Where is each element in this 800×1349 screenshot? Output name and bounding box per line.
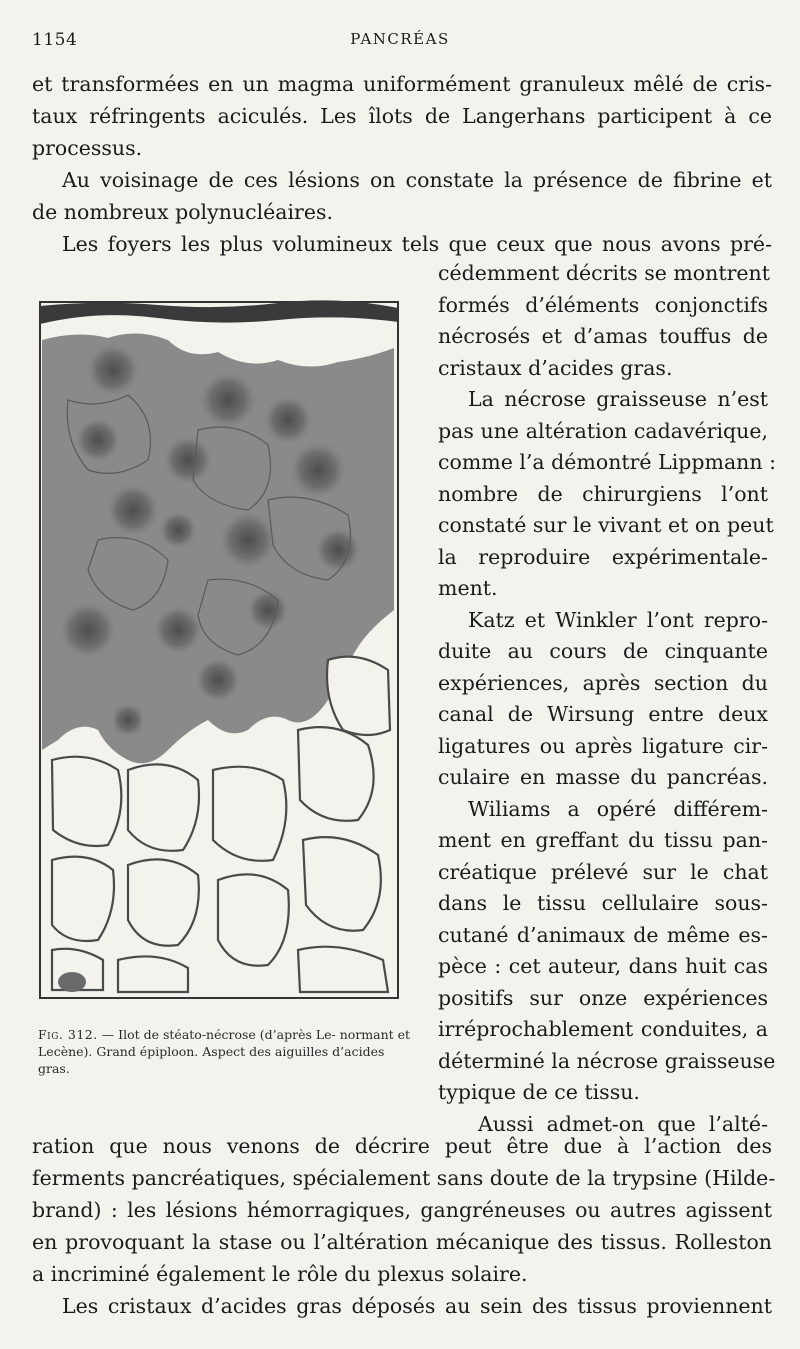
text-line: Les foyers les plus volumineux tels que ceux que nous avons pré- xyxy=(62,232,772,256)
column-line: culaire en masse du pancréas. xyxy=(438,765,768,789)
caption-text: — Ilot de stéato-nécrose (d’après Le- normant et Lecène). Grand épiploon. Aspect des aiguilles d’acides gras. xyxy=(38,1027,411,1076)
column-line: typique de ce tissu. xyxy=(438,1080,640,1104)
text-line: en provoquant la stase ou l’altération mécanique des tissus. Rolleston xyxy=(32,1230,772,1254)
column-line: nombre de chirurgiens l’ont xyxy=(438,481,768,506)
column-line: irréprochablement conduites, a xyxy=(438,1017,768,1041)
column-line: Aussi admet-on que l’alté- xyxy=(478,1111,768,1136)
column-line: cédemment décrits se montrent xyxy=(438,261,770,285)
text-line: brand) : les lésions hémorragiques, gangréneuses ou autres agissent xyxy=(32,1198,772,1222)
column-line: Wiliams a opéré différem- xyxy=(468,796,768,821)
column-line: ligatures ou après ligature cir- xyxy=(438,733,768,758)
column-line: positifs sur onze expériences xyxy=(438,985,768,1010)
text-line: Au voisinage de ces lésions on constate la présence de fibrine et xyxy=(62,168,772,192)
column-line: ment. xyxy=(438,576,498,600)
figure-caption xyxy=(38,1026,418,1077)
text-line: ferments pancréatiques, spécialement sans doute de la trypsine (Hilde- xyxy=(32,1166,776,1190)
column-line: expériences, après section du xyxy=(438,670,768,695)
text-line: processus. xyxy=(32,136,143,160)
column-line: nécrosés et d’amas touffus de xyxy=(438,324,768,348)
text-line: et transformées en un magma uniformément granuleux mêlé de cris- xyxy=(32,72,772,96)
figure-312 xyxy=(38,300,400,1000)
text-line: Les cristaux d’acides gras déposés au sein des tissus proviennent xyxy=(62,1294,772,1318)
column-line: créatique prélevé sur le chat xyxy=(438,859,768,884)
column-line: comme l’a démontré Lippmann : xyxy=(438,450,776,474)
column-line: canal de Wirsung entre deux xyxy=(438,702,768,726)
text-line: ration que nous venons de décrire peut être due à l’action des xyxy=(32,1134,772,1158)
column-line: duite au cours de cinquante xyxy=(438,639,768,663)
text-line: a incriminé également le rôle du plexus solaire. xyxy=(32,1262,528,1286)
column-line: pèce : cet auteur, dans huit cas xyxy=(438,954,768,978)
text-line: taux réfringents aciculés. Les îlots de Langerhans participent à ce xyxy=(32,104,772,128)
page-header xyxy=(32,30,768,56)
column-line: ment en greffant du tissu pan- xyxy=(438,828,768,852)
steato-necrosis-illustration xyxy=(38,300,400,1000)
column-line: Katz et Winkler l’ont repro- xyxy=(468,607,768,632)
column-line: pas une altération cadavérique, xyxy=(438,418,768,443)
column-line: la reproduire expérimentale- xyxy=(438,544,768,569)
column-line: constaté sur le vivant et on peut xyxy=(438,513,774,537)
running-head: PANCRÉAS xyxy=(350,30,450,48)
text-line: de nombreux polynucléaires. xyxy=(32,200,334,224)
column-line: formés d’éléments conjonctifs xyxy=(438,292,768,317)
column-line: dans le tissu cellulaire sous- xyxy=(438,891,768,915)
column-line: cristaux d’acides gras. xyxy=(438,355,673,380)
column-line: cutané d’animaux de même es- xyxy=(438,922,768,947)
page-number: 1154 xyxy=(32,30,78,50)
column-line: déterminé la nécrose graisseuse xyxy=(438,1048,776,1073)
caption-label: Fig. 312. xyxy=(38,1027,98,1042)
column-line: La nécrose graisseuse n’est xyxy=(468,387,768,411)
